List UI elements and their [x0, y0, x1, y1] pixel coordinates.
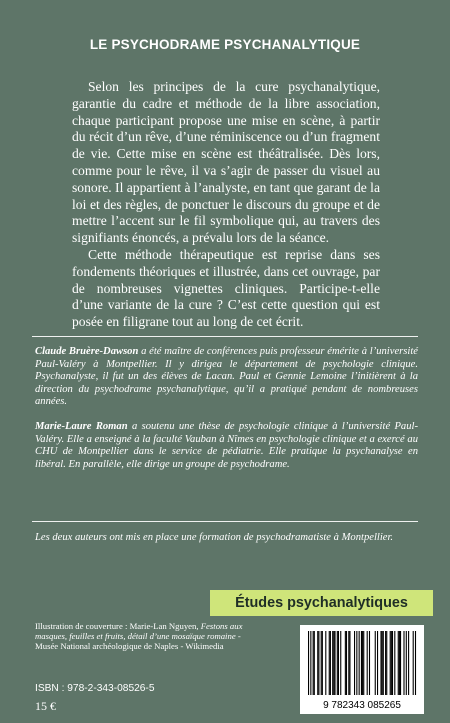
barcode-bar [322, 631, 323, 695]
author-name-1: Claude Bruère-Dawson [35, 346, 139, 357]
barcode-bar [321, 631, 322, 695]
divider-middle [32, 521, 418, 522]
cover-credit [35, 621, 265, 652]
barcode-bar [377, 631, 378, 695]
barcode-bar [380, 631, 381, 695]
barcode-bar [408, 631, 409, 695]
barcode-bar [338, 631, 339, 695]
barcode-bar [415, 631, 416, 695]
barcode-bar [382, 631, 383, 695]
author-bio-2 [35, 421, 418, 471]
barcode-bar [383, 631, 384, 695]
barcode-bar [392, 631, 393, 695]
barcode-bar [363, 631, 364, 695]
book-title: LE PSYCHODRAME PSYCHANALYTIQUE [89, 37, 361, 52]
barcode-bar [359, 631, 360, 695]
closing-note-block [35, 532, 418, 557]
barcode-bar [390, 631, 391, 695]
barcode-bar [369, 631, 370, 695]
barcode-bar [354, 631, 355, 695]
barcode-bar [362, 631, 363, 695]
barcode-bar [314, 631, 315, 695]
barcode-bar [310, 631, 311, 695]
cover-credit-prefix: Illustration de couverture : Marie-Lan Nguyen, [35, 621, 201, 631]
summary-paragraph-2: Cette méthode thérapeutique est reprise dans ses fondements théoriques et illustrée, dans cet ouvrage, par de nombreuses vignettes cliniques. Participe-t-elle d’une variante de la cure ? C’est cette question qui est posée en filigrane tout au long de cet écrit. [72, 246, 380, 330]
barcode-bar [403, 631, 404, 695]
divider-top [32, 336, 418, 337]
barcode-bar [317, 631, 318, 695]
barcode-bar [400, 631, 401, 695]
barcode-bar [356, 631, 357, 695]
barcode-bar [346, 631, 347, 695]
author-text-1: a été maître de conférences puis professeur émérite à l’université Paul-Valéry à Montpellier. Il y dirigea le département de psychologie clinique. Psychanalyste, il fut un des élèves de Lacan. Paul et Gennie Lemoine l’initièrent à la direction du psychodrame psychanalytique, qu’il a pratiqué pendant de nombreuses années. [35, 346, 418, 408]
author-bio-1 [35, 346, 418, 409]
barcode-bar [375, 631, 376, 695]
barcode-bar [333, 631, 334, 695]
barcode-bar [406, 631, 407, 695]
barcode-bar [313, 631, 314, 695]
summary-paragraph-1: Selon les principes de la cure psychanalytique, garantie du cadre et méthode de la libre association, chaque participant propose une mise en scène, à partir du récit d’un rêve, d’une réminiscence ou d’un fragment de vie. Cette mise en scène est théâtralisée. Dès lors, comme pour le rêve, il va s’agir de passer du visuel au sonore. Il appartient à l’analyste, en tant que garant de la loi et des règles, de ponctuer le discours du groupe et de mettre l’accent sur le fil symbolique qui, au travers des signifiants énoncés, a prévalu lors de la séance. [72, 79, 380, 246]
barcode-bar [399, 631, 400, 695]
barcode-bar [348, 631, 349, 695]
barcode-bar [349, 631, 350, 695]
closing-note: Les deux auteurs ont mis en place une formation de psychodramatiste à Montpellier. [35, 532, 394, 543]
barcode-bar [330, 631, 331, 695]
barcode-bar [340, 631, 341, 695]
author-name-2: Marie-Laure Roman [35, 420, 128, 432]
barcode [300, 625, 424, 714]
author-text-2: a soutenu une thèse de psychologie clinique à l’université Paul-Valéry. Elle a enseigné à la faculté Vauban à Nîmes en psychologie clinique et a exercé au CHU de Montpellier dans le service de pédiatrie. Elle pratique la psychanalyse en libéral. En parallèle, elle dirige un groupe de psychodrame. [35, 420, 419, 470]
cover-credit-work: Festons aux masques, feuilles et fruits, détail d’une mosaïque romaine [35, 621, 243, 642]
barcode-bar [398, 631, 399, 695]
barcode-bar [318, 631, 319, 695]
barcode-bar [391, 631, 392, 695]
barcode-bar [329, 631, 330, 695]
series-band: Études psychanalytiques [210, 590, 433, 616]
barcode-bar [367, 631, 368, 695]
barcode-bar [345, 631, 346, 695]
barcode-digits: 9 782343 085265 [323, 700, 401, 711]
barcode-bar [386, 631, 387, 695]
cover-credit-suffix: - Musée National archéologique de Naples - Wikimedia [35, 631, 241, 652]
barcode-bar [337, 631, 338, 695]
summary [72, 79, 380, 331]
barcode-bar [332, 631, 333, 695]
barcode-graphic [300, 625, 424, 714]
barcode-bar [413, 631, 414, 695]
author-bios [35, 346, 418, 483]
barcode-bar [394, 631, 395, 695]
isbn: ISBN : 978-2-343-08526-5 [35, 683, 155, 694]
price: 15 € [35, 699, 56, 713]
barcode-bar [361, 631, 362, 695]
barcode-bar [385, 631, 386, 695]
barcode-bar [308, 631, 309, 695]
barcode-bar [325, 631, 326, 695]
barcode-bar [334, 631, 335, 695]
